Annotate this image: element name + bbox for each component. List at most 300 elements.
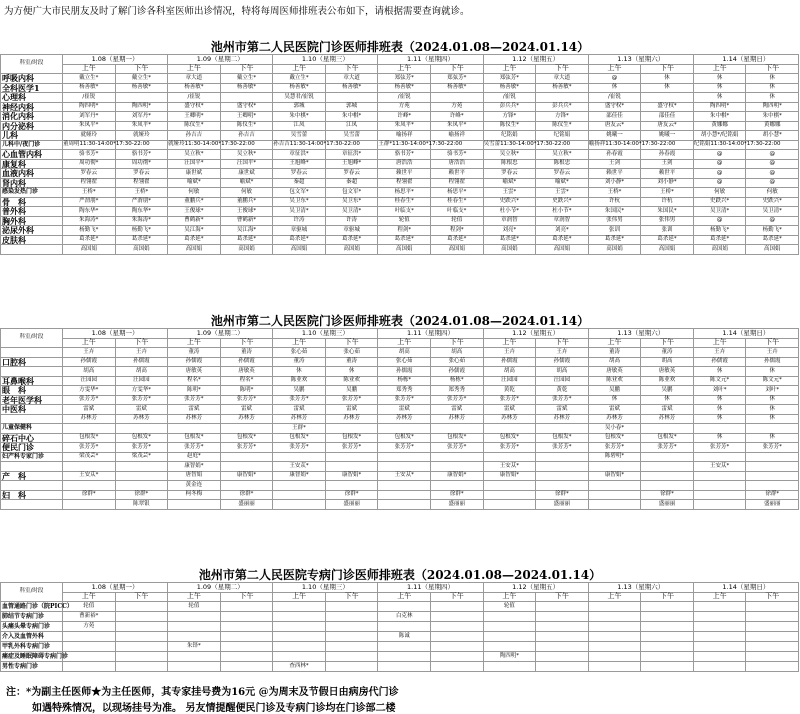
doctor-cell: 胡高 [536,367,589,377]
doctor-cell [115,622,168,632]
morning-header: 上午 [63,592,116,602]
doctor-cell: 张芳芳* [115,443,168,453]
doctor-cell: 杨善敏* [273,83,326,93]
department-name: 耳鼻喉科 [1,376,63,386]
table-row [1,235,799,245]
doctor-cell: 休 [588,395,641,405]
doctor-cell: 陈仪生* [483,121,536,131]
doctor-cell: 章驱城 [273,226,326,236]
doctor-cell: 陈文元* [746,376,799,386]
doctor-cell: 赖世平 [588,169,641,179]
doctor-cell: 高国娟 [641,245,694,255]
doctor-cell [746,612,799,622]
doctor-cell [273,452,326,462]
day-header: 1.13（星期六） [588,583,693,593]
doctor-cell [536,93,589,103]
department-name: 康复科 [1,159,63,169]
doctor-cell: 张芳芳* [273,395,326,405]
doctor-cell: 杨勤飞* [693,226,746,236]
doctor-cell: 刘叶* [746,386,799,396]
doctor-cell: 张训 [641,226,694,236]
doctor-cell: 高国娟 [273,245,326,255]
doctor-cell [588,481,641,491]
doctor-cell: 董涛 [168,348,221,358]
doctor-cell: 盛守权* [220,102,273,112]
doctor-cell: 戴立生* [63,74,116,84]
table-row [1,642,799,652]
department-name: 妇产科专家门诊 [1,452,63,462]
doctor-cell: 陈明* [168,386,221,396]
doctor-cell: 纪铭娟 [483,131,536,141]
doctor-cell: 张训 [588,226,641,236]
doctor-cell: 张芳芳* [536,443,589,453]
doctor-cell: 罗春云 [273,169,326,179]
doctor-cell: 董涛 [588,348,641,358]
doctor-cell: @ [746,216,799,226]
day-header: 1.14（星期日） [693,55,798,65]
doctor-cell: 王俊球* [220,207,273,217]
doctor-cell: 骆书芳* [430,150,483,160]
doctor-cell [115,424,168,434]
doctor-cell: 张芳芳* [273,443,326,453]
department-name: 呼吸内科 [1,74,63,84]
doctor-cell: 董涛 [641,348,694,358]
doctor-cell [273,622,326,632]
doctor-cell: 桂春生* [430,197,483,207]
table-row [1,395,799,405]
doctor-cell [115,462,168,472]
doctor-cell: 高国娟 [115,245,168,255]
doctor-cell: 胡高 [483,367,536,377]
doctor-cell: 吴卫东* [325,197,378,207]
doctor-cell: 黄娜娜 [746,121,799,131]
doctor-cell: 章润智 [536,216,589,226]
doctor-cell: 高国娟 [63,245,116,255]
doctor-cell: 汪园园 [115,376,168,386]
doctor-cell: 吴鹏 [588,386,641,396]
doctor-cell: 王卉 [746,348,799,358]
doctor-cell: 胡小慧* [746,131,799,141]
doctor-cell [641,632,694,642]
doctor-cell: @ [746,150,799,160]
department-name [1,245,63,255]
department-name: 甲乳外科专病门诊 [1,642,63,652]
department-name: 产 科 [1,471,63,481]
table-row [1,471,799,481]
doctor-cell: 王安苁* [693,462,746,472]
doctor-cell: 雷斌 [378,405,431,415]
doctor-cell: 程剑* [430,226,483,236]
table-row [1,140,799,150]
doctor-cell: 吴鹏 [273,386,326,396]
doctor-cell [430,93,483,103]
doctor-cell: 程名* [220,376,273,386]
doctor-cell: 吴鹏 [325,386,378,396]
doctor-cell: 康智娟* [430,471,483,481]
table-row [1,74,799,84]
doctor-cell: 雷斌 [483,405,536,415]
doctor-cell [693,662,746,672]
table-row [1,622,799,632]
doctor-cell [115,481,168,491]
table-row [1,367,799,377]
doctor-cell: 陈仪生* [168,121,221,131]
doctor-cell: 叶临支* [430,207,483,217]
department-name: 内分泌科 [1,121,63,131]
doctor-cell: 葛杀延* [430,235,483,245]
doctor-cell: 雷斌 [641,405,694,415]
doctor-cell: 雷斌 [325,405,378,415]
department-name: 普外科 [1,207,63,217]
table-row [1,662,799,672]
doctor-cell: 王卉 [115,348,168,358]
day-header: 1.14（星期日） [693,583,798,593]
doctor-cell [378,500,431,510]
doctor-cell [693,612,746,622]
doctor-cell: 方苑 [378,102,431,112]
doctor-cell: 葛杀延* [378,235,431,245]
department-name: 皮肤科 [1,235,63,245]
doctor-cell: 董涛 [325,357,378,367]
doctor-cell: @ [588,74,641,84]
doctor-cell: 姚曦一 [641,131,694,141]
doctor-cell: 汪园园 [536,376,589,386]
doctor-cell [746,652,799,662]
doctor-cell: 方雯华* [115,386,168,396]
day-header: 1.12（星期五） [483,329,588,339]
doctor-cell [588,490,641,500]
doctor-cell: 孙儒霞 [63,357,116,367]
doctor-cell [378,622,431,632]
doctor-cell: 孙儒霞 [378,367,431,377]
doctor-cell: 葛杀延* [693,235,746,245]
doctor-cell [63,500,116,510]
doctor-cell: 徐群* [536,490,589,500]
doctor-cell: 张芳芳* [325,395,378,405]
doctor-cell: 何敏 [220,188,273,198]
doctor-cell [430,602,483,612]
doctor-cell: 陈仪生* [220,121,273,131]
department-name: 儿童保健科 [1,424,63,434]
doctor-cell: 吴雪蕾 [273,131,326,141]
afternoon-header: 下午 [430,64,483,74]
doctor-cell [693,602,746,612]
doctor-cell: 苏林芳 [325,414,378,424]
doctor-cell: 汪园园 [63,376,116,386]
doctor-cell: 江凤 [273,121,326,131]
doctor-cell: 休 [746,395,799,405]
afternoon-header: 下午 [325,592,378,602]
doctor-cell [115,642,168,652]
doctor-cell: 葛杀延* [746,235,799,245]
doctor-cell [430,662,483,672]
doctor-cell: 孙吉吉 [168,131,221,141]
department-name: 痛症及睡眠障碍专病门诊 [2,652,69,660]
doctor-cell: 吴小春* [588,424,641,434]
doctor-cell: 张伟男 [641,216,694,226]
schedule-table-specialty [0,582,799,672]
table-row [1,602,799,612]
doctor-cell: 刘叶* [693,386,746,396]
department-name: 胸外科 [1,216,63,226]
doctor-cell: 唐敏英 [168,367,221,377]
schedule-table-outpatient-2 [0,328,799,510]
doctor-cell: 就娅玲 [63,131,116,141]
doctor-cell: 彭兵兵* [483,102,536,112]
doctor-cell: 孙吉吉11:30-14:00*17:30-22:00 [273,140,326,150]
doctor-cell: 胡小慧*/纪铭娟 [693,131,746,141]
doctor-cell [220,612,273,622]
doctor-cell: 高国娟 [325,245,378,255]
doctor-cell: 唐敏英 [641,367,694,377]
doctor-cell: 张芳芳* [430,395,483,405]
department-name: 男性专病门诊 [1,662,63,672]
doctor-cell [641,622,694,632]
day-header: 1.09（星期二） [168,329,273,339]
doctor-cell [693,452,746,462]
doctor-cell: 戴立生* [273,74,326,84]
doctor-cell: 盛丽丽 [325,500,378,510]
morning-header: 上午 [273,338,326,348]
doctor-cell: 张芳芳* [168,443,221,453]
doctor-cell: 葛杀延* [168,235,221,245]
doctor-cell: @ [746,169,799,179]
doctor-cell: /崔锐 [378,93,431,103]
doctor-cell: 杨栋* [430,376,483,386]
doctor-cell: 杨善敏* [115,83,168,93]
doctor-cell: 戴立生* [115,74,168,84]
doctor-cell: 葛杀延* [325,235,378,245]
doctor-cell: 孙儒霞 [536,357,589,367]
doctor-cell: 董周明11:30-14:00*17:30-22:00 [63,140,116,150]
table-row [1,376,799,386]
doctor-cell: 杨勤飞* [115,226,168,236]
table-row [1,612,799,622]
morning-header: 上午 [168,64,221,74]
day-header: 1.11（星期四） [378,55,483,65]
doctor-cell [325,652,378,662]
doctor-cell: 苏林芳 [63,414,116,424]
doctor-cell [115,612,168,622]
doctor-cell: 喻斌* [220,178,273,188]
doctor-cell: 高国娟 [746,245,799,255]
doctor-cell: 苏林芳 [220,414,273,424]
doctor-cell [536,642,589,652]
doctor-cell: 唐友云* [588,121,641,131]
doctor-cell: 王安苁* [378,471,431,481]
morning-header: 上午 [693,592,746,602]
department-name [1,414,63,424]
doctor-cell: 康智娟* [325,471,378,481]
doctor-cell: 陈仪生* [536,121,589,131]
doctor-cell [693,642,746,652]
doctor-cell: 柯冬梅 [168,490,221,500]
doctor-cell: 朱凤平* [115,121,168,131]
doctor-cell: 喻斌* [536,178,589,188]
doctor-cell: 朱凤平* [430,121,483,131]
doctor-cell: 董涛 [273,357,326,367]
doctor-cell: 葛杀延* [273,235,326,245]
doctor-cell: 陈碧明* [588,452,641,462]
department-name: 泌尿外科 [1,226,63,236]
doctor-cell: 高国娟 [693,245,746,255]
doctor-cell [588,662,641,672]
doctor-cell [430,612,483,622]
doctor-cell: 郑秀秀 [378,386,431,396]
table-row [1,462,799,472]
doctor-cell: 葛杀延* [63,235,116,245]
doctor-cell: 吴雪蕾 [325,131,378,141]
doctor-cell: 王卉 [63,348,116,358]
doctor-cell [63,662,116,672]
afternoon-header: 下午 [325,64,378,74]
doctor-cell [641,93,694,103]
doctor-cell: 许峰* [430,112,483,122]
doctor-cell: 王剑 [641,159,694,169]
doctor-cell: 曹鹤新* [168,216,221,226]
doctor-cell: 孙儒霞 [168,357,221,367]
doctor-cell: 罗春云 [63,169,116,179]
doctor-cell [430,424,483,434]
doctor-cell [746,632,799,642]
department-name: 老年医学科 [1,395,63,405]
doctor-cell: 盛丽丽 [746,500,799,510]
doctor-cell [536,602,589,612]
doctor-cell: 雷斌 [115,405,168,415]
doctor-cell [168,622,221,632]
day-header: 1.13（星期六） [588,55,693,65]
doctor-cell: 王雲* [536,188,589,198]
doctor-cell: 休 [746,433,799,443]
doctor-cell [588,500,641,510]
doctor-cell: 盛守权* [641,102,694,112]
doctor-cell [378,642,431,652]
doctor-cell: 王卿明* [168,112,221,122]
doctor-cell: 杨栋* [378,376,431,386]
doctor-cell: 杨思平* [378,188,431,198]
doctor-cell: 苏林芳 [430,414,483,424]
doctor-cell: 孙儒霞 [746,357,799,367]
doctor-cell [641,481,694,491]
doctor-cell: 张芳芳* [588,443,641,453]
doctor-cell: 高国娟 [588,245,641,255]
doctor-cell: 彭兵兵* [536,102,589,112]
doctor-cell: 王安苁* [273,462,326,472]
doctor-cell: 包根发* [63,433,116,443]
doctor-cell: 姚曦一 [588,131,641,141]
doctor-cell [168,424,221,434]
doctor-cell [220,602,273,612]
morning-header: 上午 [378,592,431,602]
doctor-cell: 休 [588,83,641,93]
doctor-cell: 包根发* [536,433,589,443]
doctor-cell [273,612,326,622]
table-row [1,197,799,207]
doctor-cell [273,602,326,612]
doctor-cell: 休 [746,93,799,103]
doctor-cell [220,481,273,491]
doctor-cell [483,612,536,622]
department-name: 肾内科 [1,178,63,188]
doctor-cell: 程翎翟 [378,178,431,188]
doctor-cell: 陶四明* [115,102,168,112]
doctor-cell: 朱海涛* [63,216,116,226]
department-name: 感染发热门诊 [1,188,63,198]
doctor-cell: @ [693,169,746,179]
doctor-cell: @ [693,216,746,226]
doctor-cell: 朱铎* [168,642,221,652]
doctor-cell: 程剑* [378,226,431,236]
doctor-cell [588,612,641,622]
table-row [1,178,799,188]
doctor-cell [641,602,694,612]
day-header: 1.11（星期四） [378,583,483,593]
doctor-cell [483,642,536,652]
doctor-cell: 陈业欢 [588,376,641,386]
doctor-cell [693,481,746,491]
doctor-cell: 康智娟* [220,471,273,481]
afternoon-header: 下午 [430,338,483,348]
doctor-cell: 吴鹏 [641,386,694,396]
doctor-cell: 吴卫东* [273,197,326,207]
doctor-cell: 罗春云 [483,169,536,179]
doctor-cell: 陈根忠 [536,159,589,169]
doctor-cell [63,632,116,642]
doctor-cell: 张芳芳* [430,443,483,453]
department-name: 便民门诊 [1,443,63,453]
doctor-cell: 徐群* [430,490,483,500]
doctor-cell: 雷斌 [168,405,221,415]
doctor-cell: 盛丽丽 [536,500,589,510]
doctor-cell [536,652,589,662]
doctor-cell: 刘军丹* [63,112,116,122]
doctor-cell: 包根发* [641,433,694,443]
doctor-cell: 唐智娟 [168,471,221,481]
doctor-cell: 雷斌 [273,405,326,415]
table-row [1,348,799,358]
doctor-cell: 王桥* [63,188,116,198]
doctor-cell: 高国娟 [378,245,431,255]
doctor-cell: 方雯华* [63,386,116,396]
doctor-cell: 杨善敏* [483,83,536,93]
doctor-cell: 朱海涛* [115,216,168,226]
doctor-cell: 张心茹 [378,357,431,367]
morning-header: 上午 [588,338,641,348]
doctor-cell: 赖世平 [641,169,694,179]
doctor-cell: 喻扬祥 [430,131,483,141]
header-dept-time: 科室/时段 [1,583,63,602]
morning-header: 上午 [63,338,116,348]
day-header: 1.12（星期五） [483,583,588,593]
doctor-cell: 严渭朋* [63,197,116,207]
doctor-cell: 唐敏英 [588,367,641,377]
doctor-cell: 骆书芳* [378,150,431,160]
doctor-cell: 许杭 [641,197,694,207]
doctor-cell: 黄金连 [168,481,221,491]
table-row [1,433,799,443]
department-name: 血液内科 [1,169,63,179]
department-name [1,462,63,472]
doctor-cell: 轮值 [378,216,431,226]
doctor-cell: 胡高 [588,357,641,367]
doctor-cell: 罗春云 [115,169,168,179]
doctor-cell [220,652,273,662]
doctor-cell: 苏林芳 [536,414,589,424]
doctor-cell: 郑弦芳* [378,74,431,84]
morning-header: 上午 [63,64,116,74]
doctor-cell [63,424,116,434]
doctor-cell [746,622,799,632]
